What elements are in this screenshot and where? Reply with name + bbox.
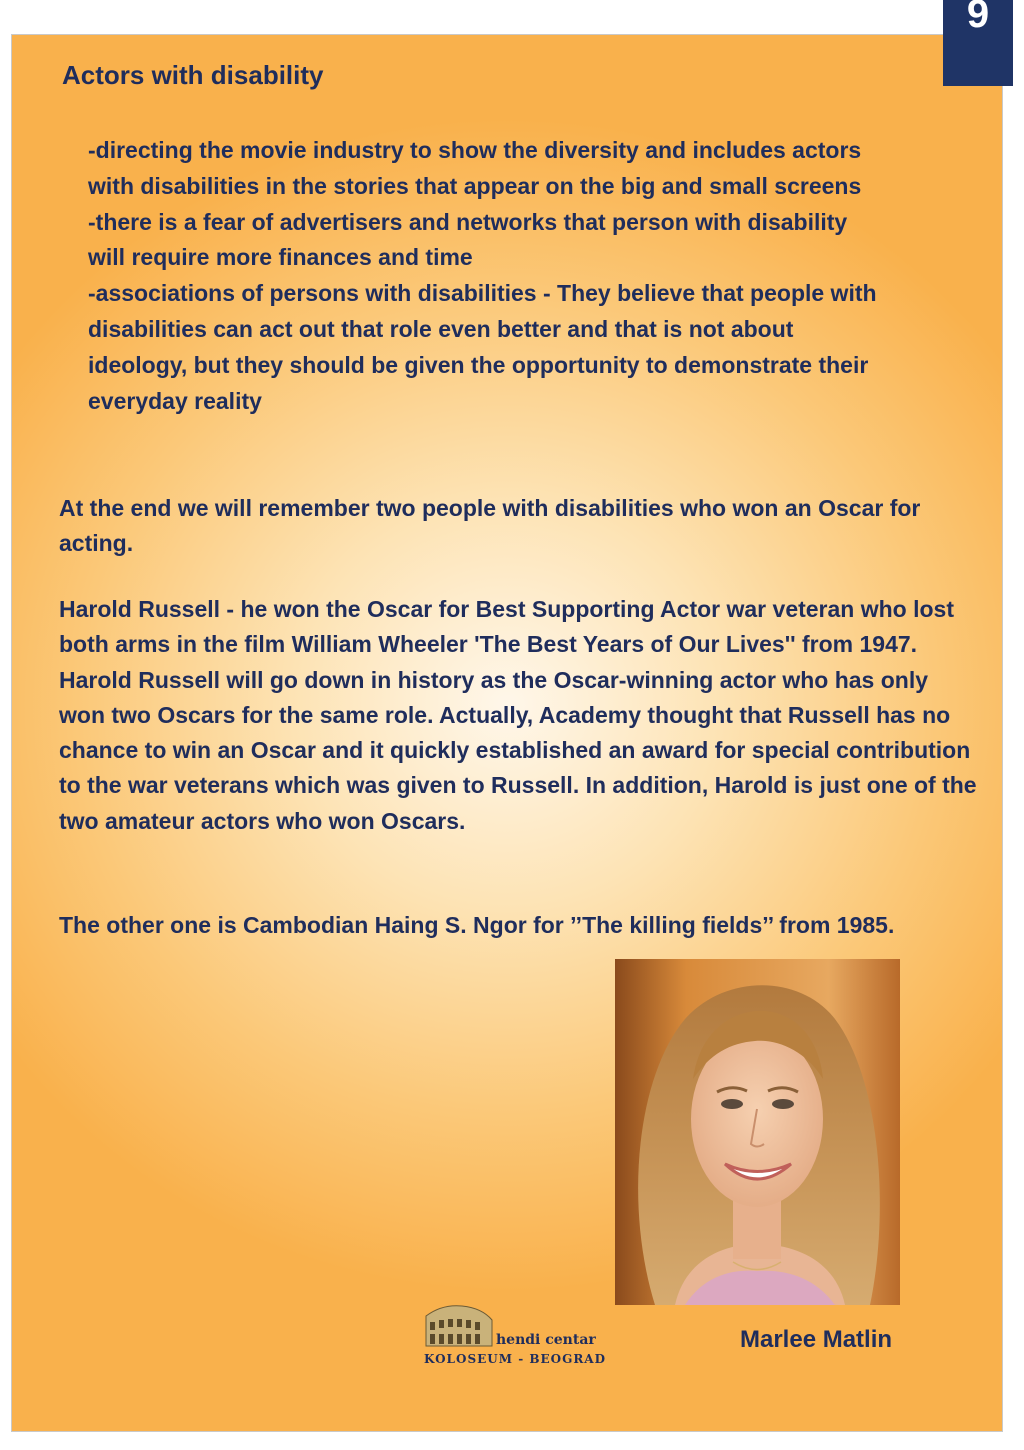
logo-brand-text: hendi centar bbox=[496, 1332, 596, 1348]
logo-subtitle-text: KOLOSEUM - BEOGRAD bbox=[424, 1352, 607, 1366]
paragraph-harold-russell: Harold Russell - he won the Oscar for Best Supporting Actor war veteran who lost both arms in the film William Wheeler 'The Best Years of Our Lives'' from 1947. Harold Russell will go down in history as the Oscar-winning actor who has only won two Oscars for the same role. Actually, Academy thought that Russell has no chance to win an Oscar and it quickly established an award for special contribution to the war veterans which was given to Russell. In addition, Harold is just one of the two amateur actors who won Oscars. bbox=[59, 596, 977, 834]
page-number-badge bbox=[943, 0, 1013, 86]
page-title: Actors with disability bbox=[62, 60, 324, 90]
bullet-item: -directing the movie industry to show the diversity and includes actors with disabilities in the stories that appear on the big and small screens bbox=[88, 137, 862, 199]
portrait-photo bbox=[615, 959, 900, 1305]
bullet-list bbox=[88, 133, 888, 419]
paragraph-intro: At the end we will remember two people with disabilities who won an Oscar for acting. bbox=[59, 495, 921, 557]
koloseum-logo bbox=[422, 1302, 607, 1368]
page-number: 9 bbox=[966, 0, 990, 36]
photo-caption: Marlee Matlin bbox=[740, 1326, 893, 1353]
colosseum-icon bbox=[422, 1302, 494, 1348]
bullet-item: -associations of persons with disabilities - They believe that people with disabilities can act out that role even better and that is not about ideology, but they should be given the opportunity to demonstrate their everyday reality bbox=[88, 280, 877, 414]
paragraph-haing-ngor: The other one is Cambodian Haing S. Ngor for ’’The killing fields’’ from 1985. bbox=[59, 912, 895, 938]
bullet-item: -there is a fear of advertisers and networks that person with disability will require more finances and time bbox=[88, 208, 848, 271]
